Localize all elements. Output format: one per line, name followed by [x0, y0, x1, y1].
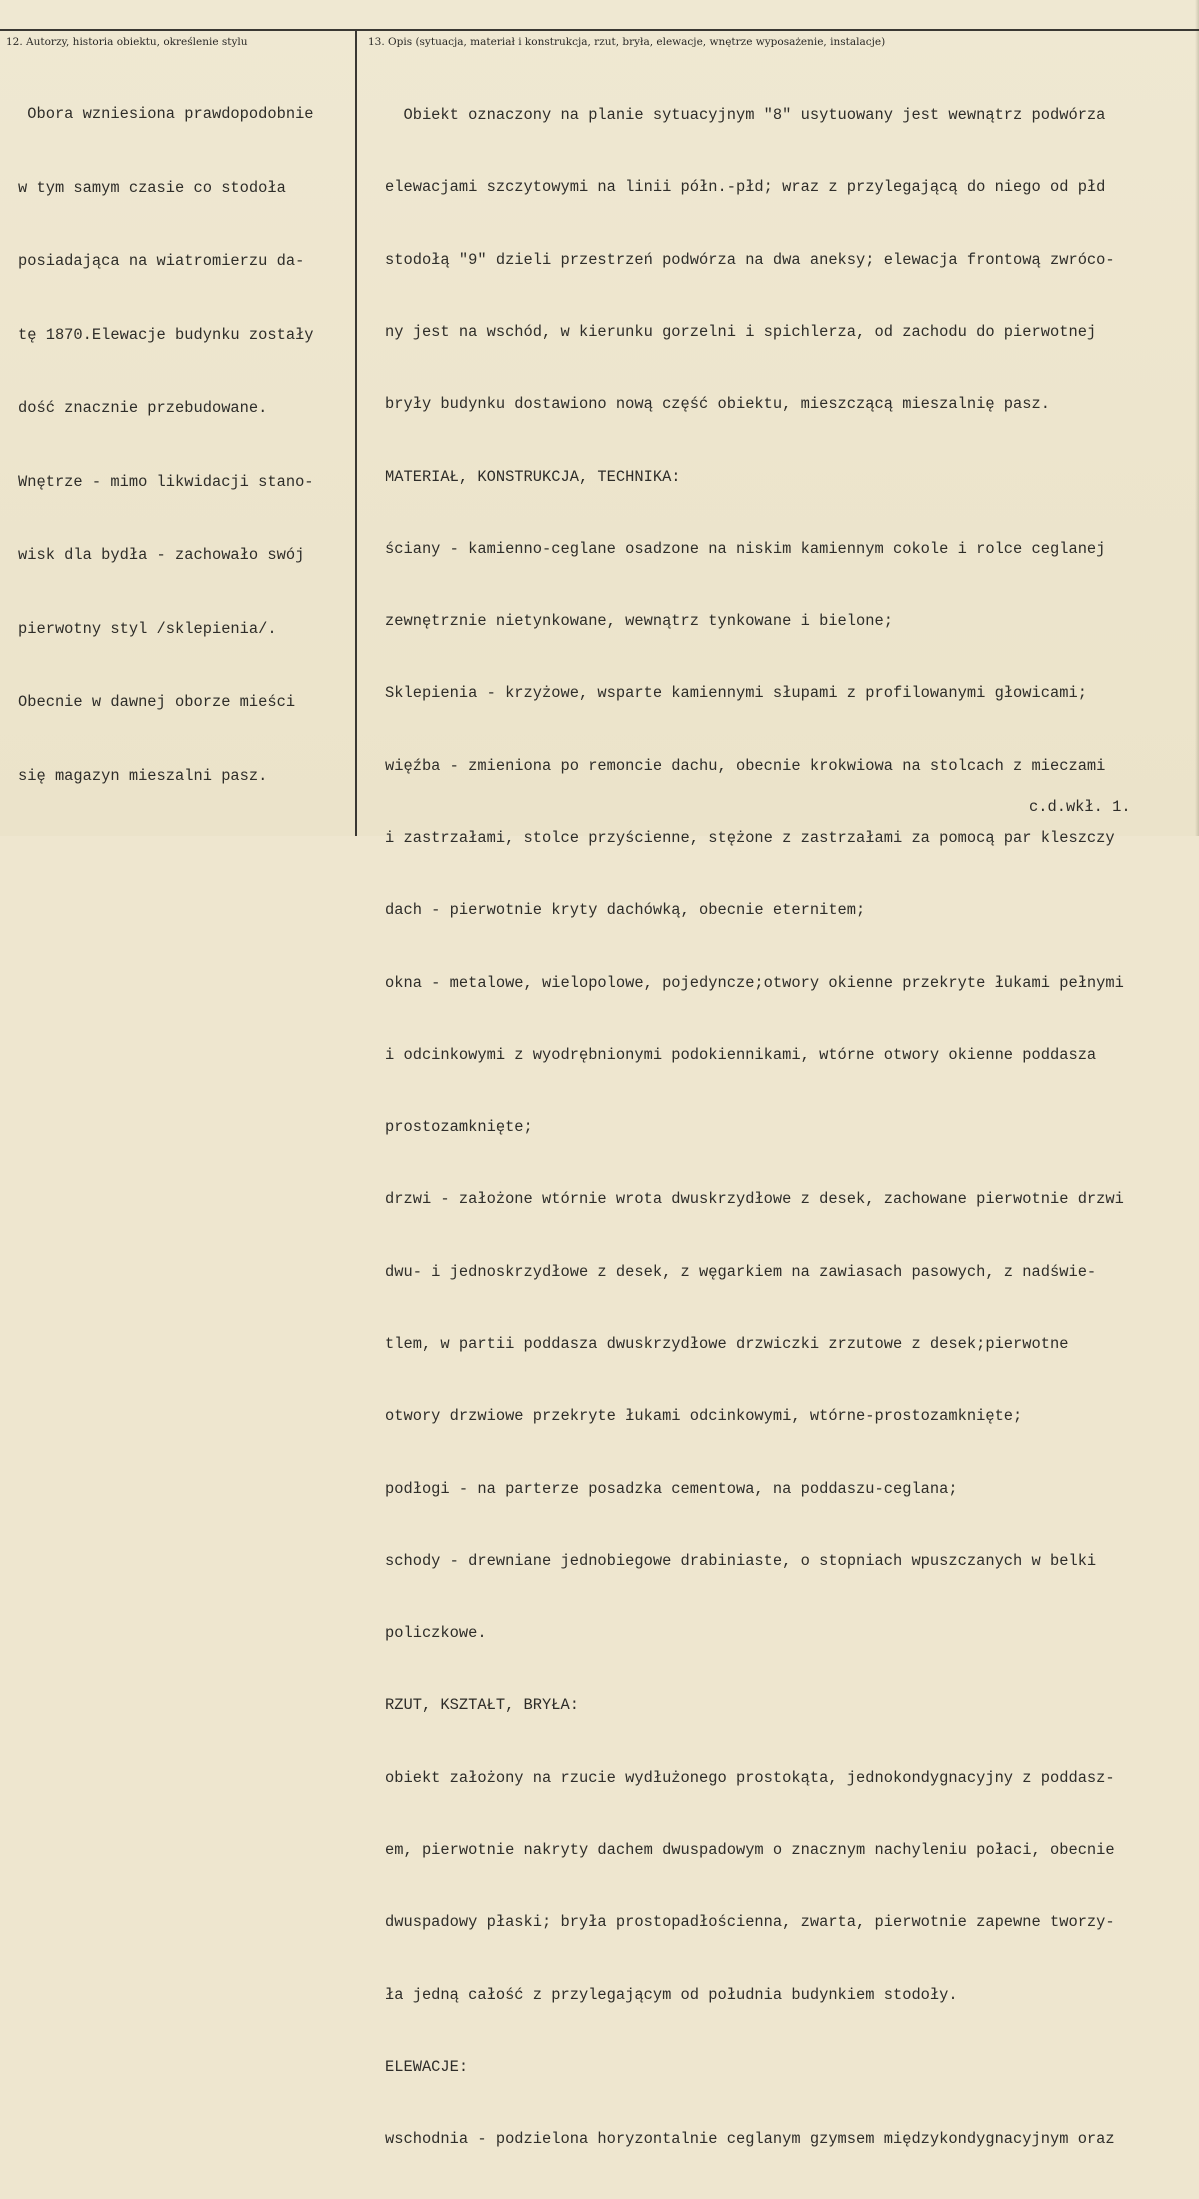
- text-line: prostozamknięte;: [385, 1118, 533, 1137]
- text-line: i odcinkowymi z wyodrębnionymi podokiennikami, wtórne otwory okienne poddasza: [385, 1045, 1097, 1064]
- page-edge-shadow: [1195, 0, 1199, 836]
- section-13-text: [385, 55, 1197, 2199]
- text-line: stodołą "9" dzieli przestrzeń podwórza na dwa aneksy; elewacja frontową zwróco-: [385, 250, 1115, 269]
- text-line: Wnętrze - mimo likwidacji stano-: [18, 472, 314, 491]
- text-line: otwory drzwiowe przekryte łukami odcinkowymi, wtórne-prostozamknięte;: [385, 1407, 1023, 1426]
- text-line: Obora wzniesiona prawdopodobnie: [18, 105, 314, 123]
- text-line: Obiekt oznaczony na planie sytuacyjnym "8" usytuowany jest wewnątrz podwórza: [385, 106, 1106, 125]
- text-line: ny jest na wschód, w kierunku gorzelni i spichlerza, od zachodu do pierwotnej: [385, 323, 1097, 342]
- text-line: policzkowe.: [385, 1624, 487, 1643]
- text-line: dość znacznie przebudowane.: [18, 399, 268, 417]
- text-line: okna - metalowe, wielopolowe, pojedyncze;otwory okienne przekryte łukami pełnymi: [385, 973, 1124, 992]
- text-line: zewnętrznie nietynkowane, wewnątrz tynkowane i bielone;: [385, 612, 893, 631]
- section-12-text: [18, 53, 354, 837]
- text-line: tlem, w partii poddasza dwuskrzydłowe drzwiczki zrzutowe z desek;pierwotne: [385, 1334, 1069, 1353]
- column-divider: [355, 29, 357, 836]
- text-line: elewacjami szczytowymi na linii półn.-płd; wraz z przylegającą do niego od płd: [385, 178, 1106, 197]
- text-line: Sklepienia - krzyżowe, wsparte kamiennymi słupami z profilowanymi głowicami;: [385, 684, 1087, 703]
- text-line: em, pierwotnie nakryty dachem dwuspadowym o znacznym nachyleniu połaci, obecnie: [385, 1840, 1115, 1859]
- text-line: się magazyn mieszalni pasz.: [18, 766, 268, 785]
- section-12-heading: 12. Autorzy, historia obiektu, określenie stylu: [6, 36, 248, 48]
- subheading-rzut: RZUT, KSZTAŁT, BRYŁA:: [385, 1696, 579, 1715]
- text-line: w tym samym czasie co stodoła: [18, 178, 286, 197]
- text-line: dach - pierwotnie kryty dachówką, obecnie eternitem;: [385, 901, 866, 920]
- top-rule: [0, 29, 1199, 31]
- text-line: bryły budynku dostawiono nową część obiektu, mieszczącą mieszalnię pasz.: [385, 395, 1050, 414]
- text-line: pierwotny styl /sklepienia/.: [18, 619, 277, 638]
- text-line: drzwi - założone wtórnie wrota dwuskrzydłowe z desek, zachowane pierwotnie drzwi: [385, 1190, 1124, 1209]
- text-line: posiadająca na wiatromierzu da-: [18, 252, 305, 270]
- section-13-heading: 13. Opis (sytuacja, materiał i konstrukcja, rzut, bryła, elewacje, wnętrze wyposażenie, instalacje): [368, 36, 886, 48]
- text-line: więźba - zmieniona po remoncie dachu, obecnie krokwiowa na stolcach z mieczami: [385, 756, 1106, 775]
- text-line: wisk dla bydła - zachowało swój: [18, 546, 305, 564]
- text-line: dwuspadowy płaski; bryła prostopadłościenna, zwarta, pierwotnie zapewne tworzy-: [385, 1913, 1115, 1932]
- text-line: ła jedną całość z przylegającym od południa budynkiem stodoły.: [385, 1985, 958, 2004]
- text-line: i zastrzałami, stolce przyścienne, stężone z zastrzałami za pomocą par kleszczy: [385, 829, 1115, 847]
- text-line: tę 1870.Elewacje budynku zostały: [18, 325, 314, 344]
- subheading-elewacje: ELEWACJE:: [385, 2057, 469, 2076]
- text-line: Obecnie w dawnej oborze mieści: [18, 693, 296, 711]
- text-line: obiekt założony na rzucie wydłużonego prostokąta, jednokondygnacyjny z poddasz-: [385, 1768, 1115, 1787]
- continuation-note: c.d.wkł. 1.: [1029, 798, 1131, 816]
- text-line: dwu- i jednoskrzydłowe z desek, z węgarkiem na zawiasach pasowych, z nadświe-: [385, 1262, 1097, 1281]
- text-line: ściany - kamienno-ceglane osadzone na niskim kamiennym cokole i rolce ceglanej: [385, 539, 1106, 558]
- text-line: podłogi - na parterze posadzka cementowa, na poddaszu-ceglana;: [385, 1479, 958, 1498]
- text-line: schody - drewniane jednobiegowe drabiniaste, o stopniach wpuszczanych w belki: [385, 1551, 1097, 1570]
- subheading-material: MATERIAŁ, KONSTRUKCJA, TECHNIKA:: [385, 467, 681, 486]
- text-line: wschodnia - podzielona horyzontalnie ceglanym gzymsem międzykondygnacyjnym oraz: [385, 2130, 1115, 2149]
